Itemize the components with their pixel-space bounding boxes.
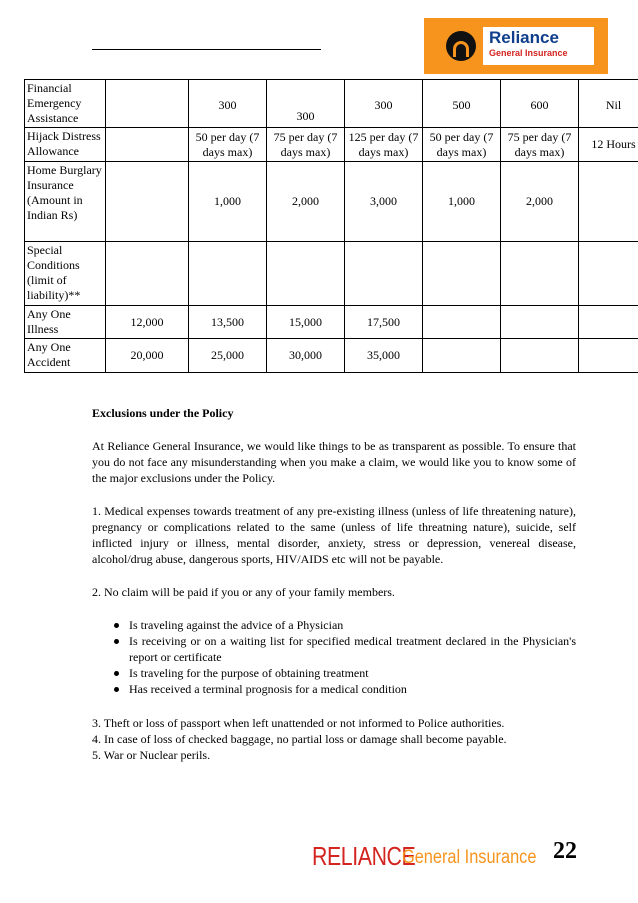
header-rule	[92, 49, 321, 50]
table-cell: 12 Hours	[579, 128, 638, 162]
table-cell: 17,500	[345, 306, 423, 339]
row-label: Hijack Distress Allowance	[25, 128, 106, 162]
bullet-icon	[114, 687, 119, 692]
table-cell: 2,000	[267, 162, 345, 242]
row-label: Special Conditions (limit of liability)**	[25, 242, 106, 306]
table-row	[25, 242, 638, 306]
table-cell: 50 per day (7 days max)	[189, 128, 267, 162]
list-item	[114, 617, 576, 633]
footer-logo	[312, 837, 558, 871]
bullet-icon	[114, 671, 119, 676]
list-item	[114, 633, 576, 665]
exclusion-point-2: 2. No claim will be paid if you or any of your family members.	[92, 585, 395, 599]
table-cell: Nil	[579, 80, 638, 128]
table-cell: 2,000	[501, 162, 579, 242]
row-label: Home Burglary Insurance (Amount in Indian Rs)	[25, 162, 106, 242]
table-cell: 25,000	[189, 339, 267, 373]
bullet-text: Has received a terminal prognosis for a medical condition	[129, 682, 407, 696]
footer-brand-subtitle: General Insurance	[402, 847, 537, 868]
table-cell	[423, 242, 501, 306]
exclusions-intro: At Reliance General Insurance, we would like things to be as transparent as possible. To ensure that you do not face any misunderstanding when you make a claim, we would like you to know some of the major exclusions under the Policy.	[92, 439, 576, 485]
table-cell: 1,000	[189, 162, 267, 242]
list-item	[114, 665, 576, 681]
table-cell	[106, 242, 189, 306]
row-label: Financial Emergency Assistance	[25, 80, 106, 128]
exclusion-point-3: 3. Theft or loss of passport when left unattended or not informed to Police authorities.	[92, 716, 505, 730]
table-cell	[267, 242, 345, 306]
table-cell: 50 per day (7 days max)	[423, 128, 501, 162]
bullet-text: Is receiving or on a waiting list for specified medical treatment declared in the Physician's report or certificate	[129, 634, 576, 664]
reliance-emblem-icon	[446, 31, 476, 61]
exclusions-section	[92, 405, 576, 763]
table-row	[25, 306, 638, 339]
table-cell	[579, 162, 638, 242]
reliance-logo	[424, 18, 608, 74]
logo-subtitle: General Insurance	[489, 48, 568, 58]
table-cell	[501, 242, 579, 306]
table-cell	[106, 128, 189, 162]
table-cell	[501, 339, 579, 373]
table-cell: 300	[189, 80, 267, 128]
benefits-table	[24, 79, 638, 373]
row-label: Any One Illness	[25, 306, 106, 339]
table-cell	[189, 242, 267, 306]
table-cell	[345, 242, 423, 306]
table-cell: 30,000	[267, 339, 345, 373]
table-cell: 125 per day (7 days max)	[345, 128, 423, 162]
table-cell	[423, 339, 501, 373]
row-label: Any One Accident	[25, 339, 106, 373]
exclusion-point-5: 5. War or Nuclear perils.	[92, 748, 211, 762]
table-row	[25, 80, 638, 128]
table-cell: 3,000	[345, 162, 423, 242]
table-cell: 20,000	[106, 339, 189, 373]
footer-brand: RELIANCE	[312, 841, 416, 871]
exclusion-point-4: 4. In case of loss of checked baggage, no partial loss or damage shall become payable.	[92, 732, 507, 746]
bullet-icon	[114, 623, 119, 628]
table-cell: 12,000	[106, 306, 189, 339]
table-cell: 600	[501, 80, 579, 128]
table-cell	[501, 306, 579, 339]
logo-brand: Reliance	[489, 28, 559, 47]
table-cell: 75 per day (7 days max)	[267, 128, 345, 162]
table-cell: 75 per day (7 days max)	[501, 128, 579, 162]
table-cell	[106, 162, 189, 242]
list-item	[114, 681, 576, 697]
page-number: 22	[553, 838, 577, 864]
table-cell: 35,000	[345, 339, 423, 373]
bullet-text: Is traveling against the advice of a Physician	[129, 618, 344, 632]
table-row	[25, 339, 638, 373]
exclusions-heading: Exclusions under the Policy	[92, 406, 234, 420]
bullet-icon	[114, 639, 119, 644]
table-cell	[423, 306, 501, 339]
exclusion-bullet-list	[92, 617, 576, 697]
bullet-text: Is traveling for the purpose of obtaining treatment	[129, 666, 369, 680]
table-cell	[106, 80, 189, 128]
table-cell: 15,000	[267, 306, 345, 339]
table-cell: 300	[267, 80, 345, 128]
logo-text-block	[483, 27, 594, 65]
table-cell	[579, 306, 638, 339]
table-cell: 1,000	[423, 162, 501, 242]
table-cell: 500	[423, 80, 501, 128]
table-cell: 300	[345, 80, 423, 128]
exclusion-point-1: 1. Medical expenses towards treatment of any pre-existing illness (unless of life threatening nature), pregnancy or complications related to the same (unless of life threatning nature), suicide, self inflicted injury or illness, mental disorder, anxiety, stress or depression, venereal disease, alcohol/drug abuse, dangerous sports, HIV/AIDS etc will not be payable.	[92, 504, 576, 566]
table-row	[25, 162, 638, 242]
table-cell: 13,500	[189, 306, 267, 339]
table-row	[25, 128, 638, 162]
table-cell	[579, 242, 638, 306]
table-cell	[579, 339, 638, 373]
